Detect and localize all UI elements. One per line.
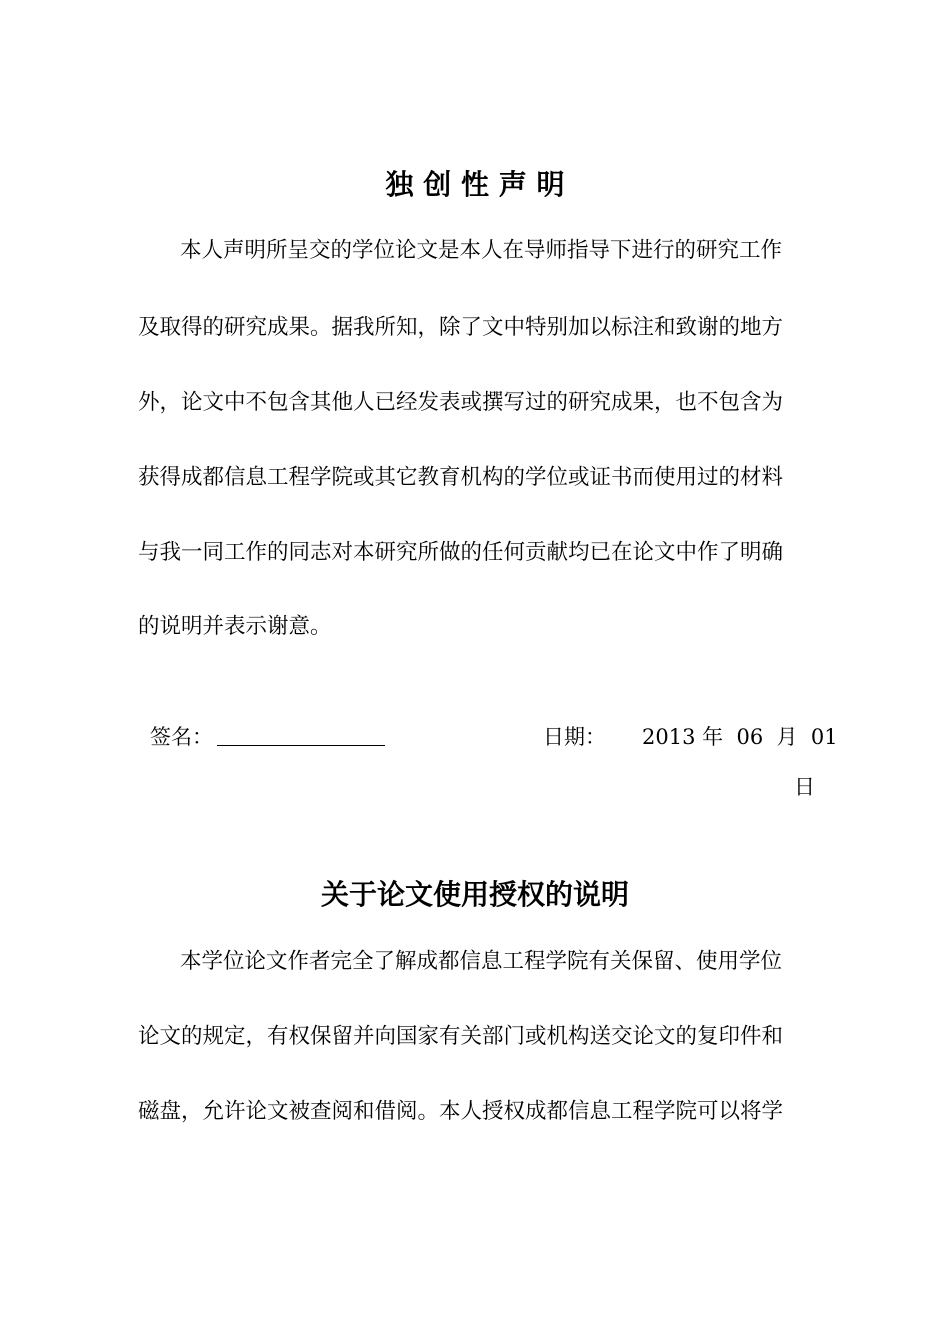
declaration-line-6: 的说明并表示谢意。 (138, 614, 332, 639)
signature-label: 签名： (150, 725, 213, 749)
authorization-title: 关于论文使用授权的说明 (320, 878, 629, 911)
authorization-line-1: 本学位论文作者完全了解成都信息工程学院有关保留、使用学位 (180, 949, 783, 974)
declaration-line-4: 获得成都信息工程学院或其它教育机构的学位或证书而使用过的材料 (138, 465, 784, 490)
authorization-line-3: 磁盘，允许论文被查阅和借阅。本人授权成都信息工程学院可以将学 (138, 1099, 784, 1124)
declaration-line-2: 及取得的研究成果。据我所知，除了文中特别加以标注和致谢的地方 (138, 315, 784, 340)
declaration-line-3: 外，论文中不包含其他人已经发表或撰写过的研究成果，也不包含为 (138, 390, 784, 415)
originality-declaration-title: 独 创 性 声 明 (385, 168, 565, 201)
date-day: 日 (794, 775, 815, 799)
declaration-line-1: 本人声明所呈交的学位论文是本人在导师指导下进行的研究工作 (180, 238, 783, 263)
declaration-line-5: 与我一同工作的同志对本研究所做的任何贡献均已在论文中作了明确 (138, 540, 784, 565)
date-value: 2013 年 06 月 01 (642, 725, 838, 749)
signature-line (217, 745, 385, 746)
date-label: 日期： (543, 725, 606, 749)
authorization-line-2: 论文的规定，有权保留并向国家有关部门或机构送交论文的复印件和 (138, 1024, 784, 1049)
